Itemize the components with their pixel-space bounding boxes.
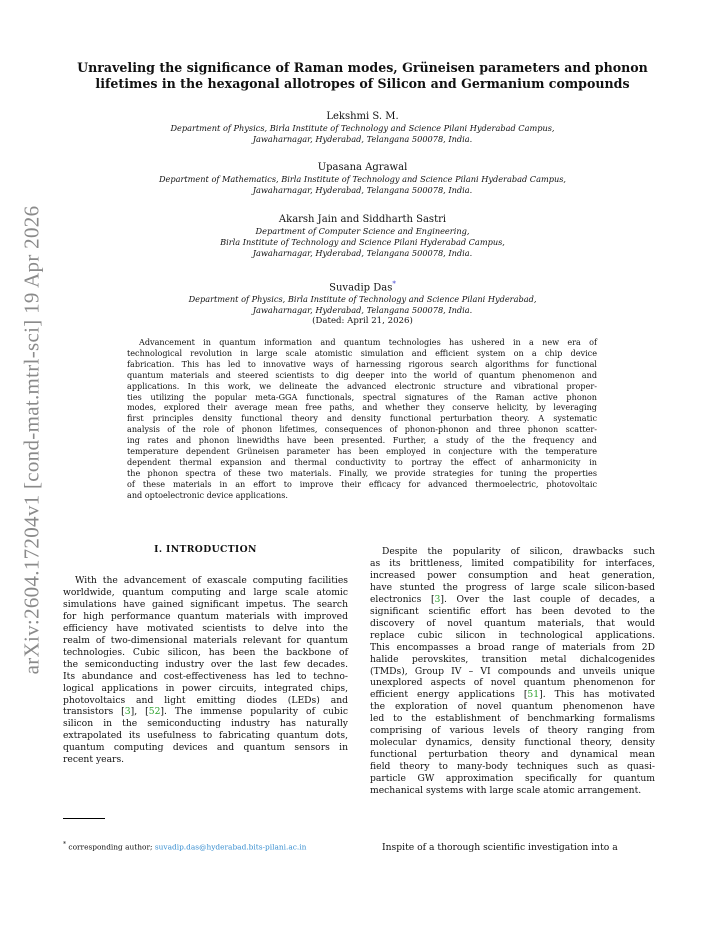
text-line: worldwide, quantum computing and large scale atomic (63, 586, 348, 598)
text-line: quantum materials and steered scientists to dig deeper into the world of quantum phenomenon and (127, 369, 597, 380)
corresponding-author-marker[interactable]: * (392, 280, 396, 288)
citation-link[interactable]: 52 (148, 706, 161, 718)
author-name: Akarsh Jain and Siddharth Sastri (278, 214, 447, 225)
citation-link[interactable]: 51 (527, 689, 540, 701)
text-line: With the advancement of exascale computing facilities (75, 575, 348, 586)
affiliation-line: Jawaharnagar, Hyderabad, Telangana 500078, India. (252, 185, 473, 195)
paper-title (70, 60, 655, 92)
text-line: unexplored aspects of novel quantum phenomenon for (370, 677, 655, 689)
section-heading-introduction: I. INTRODUCTION (154, 544, 257, 555)
text-line: mechanical systems with large scale atomic arrangement. (370, 785, 642, 797)
footnote-rule (63, 818, 105, 819)
text-line: as its brittleness, limited compatibility for interfaces, (370, 557, 655, 569)
affiliation-line: Department of Computer Science and Engineering, (255, 226, 470, 236)
author-name-text: Suvadip Das (329, 282, 393, 294)
text-line: Its abundance and cost-effectiveness has led to techno- (63, 670, 348, 682)
text-line: ties utilizing the popular meta-GGA functionals, spectral signatures of the Raman active phonon (127, 391, 597, 402)
text-line: efficient energy applications [51]. This has motivated (370, 689, 655, 701)
text-line: discovery of novel quantum materials, that would (370, 617, 655, 629)
text-line: technologies. Cubic silicon, has been the backbone of (63, 646, 348, 658)
text-line: ing rates and phonon linewidths have been presented. Further, a study of the the frequency and (127, 435, 597, 446)
text-line: have stunted the progress of large scale silicon-based (370, 581, 655, 593)
text-line: first principles density functional theory and density functional perturbation theory. A systematic (127, 413, 597, 424)
text-line: functional perturbation theory and dynamical mean (370, 749, 655, 761)
text-line: led to the establishment of benchmarking formalisms (370, 713, 655, 725)
text-line: This encompasses a broad range of materials from 2D (370, 641, 655, 653)
author-block-1 (90, 110, 635, 145)
author-block-4 (90, 278, 635, 327)
footnote-text: corresponding author; (66, 842, 155, 852)
affiliation-line: Jawaharnagar, Hyderabad, Telangana 500078, India. (252, 134, 473, 144)
text-line: for high performance quantum materials with improved (63, 610, 348, 622)
introduction-right-paragraph-2 (370, 842, 655, 854)
text-line: realm of two-dimensional materials relevant for quantum (63, 634, 348, 646)
arxiv-identifier-stamp (10, 200, 54, 680)
author-name: Upasana Agrawal (317, 162, 408, 173)
author-email-link[interactable]: suvadip.das@hyderabad.bits-pilani.ac.in (154, 842, 307, 852)
text-line: replace cubic silicon in technological applications. (370, 629, 655, 641)
affiliation-line: Department of Physics, Birla Institute of Technology and Science Pilani Hyderabad, (188, 294, 537, 305)
text-line: photovoltaics and light emitting diodes (LEDs) and (63, 694, 348, 706)
text-line: the phonon spectra of these two materials. Finally, we provide strategies for tuning the properties (127, 467, 597, 478)
text-line: silicon in the semiconducting industry has naturally (63, 718, 348, 730)
text-line: (TMDs), Group IV – VI compounds and unveils unique (370, 665, 655, 677)
text-line: logical applications in power circuits, integrated chips, (63, 682, 348, 694)
affiliation-line: Department of Physics, Birla Institute of Technology and Science Pilani Hyderabad Campus, (170, 123, 555, 133)
affiliation-line: Birla Institute of Technology and Science Pilani Hyderabad Campus, (220, 237, 505, 247)
title-line-2: lifetimes in the hexagonal allotropes of Silicon and Germanium compounds (95, 76, 630, 91)
date-line: (Dated: April 21, 2026) (312, 316, 413, 327)
text-line: of these materials in an effort to improve their efficacy for advanced thermoelectric, photovoltaic (127, 478, 597, 489)
text-line: recent years. (63, 754, 125, 766)
footnote-marker: * (63, 841, 67, 848)
abstract (127, 337, 597, 501)
citation-link[interactable]: 3 (434, 593, 441, 605)
text-line: increased power consumption and heat generation, (370, 569, 655, 581)
arxiv-identifier-text: arXiv:2604.17204v1 [cond-mat.mtrl-sci] 19 Apr 2026 (19, 205, 44, 675)
text-line: efficiency have motivated scientists to delve into the (63, 622, 348, 634)
text-line: technological revolution in large scale atomistic simulation and efficient system on a chip device (127, 347, 597, 358)
affiliation-line: Department of Mathematics, Birla Institute of Technology and Science Pilani Hyderabad Campus, (158, 174, 567, 184)
text-line: particle GW approximation specifically for quantum (370, 773, 655, 785)
text-line: molecular dynamics, density functional theory, density (370, 737, 655, 749)
text-line: field theory to many-body techniques such as quasi- (370, 761, 655, 773)
text-line: transistors [3], [52]. The immense popularity of cubic (63, 706, 348, 718)
text-line: halide perovskites, transition metal dichalcogenides (370, 653, 655, 665)
text-line: Inspite of a thorough scientific investigation into a (382, 842, 618, 853)
text-line: modes, explored their average mean free paths, and whether they conserve helicity, by leveraging (127, 402, 597, 413)
text-line: dependent thermal expansion and thermal conductivity to portray the effect of anharmonicity in (127, 456, 597, 467)
title-line-1: Unraveling the significance of Raman modes, Grüneisen parameters and phonon (77, 60, 648, 75)
author-block-2 (90, 161, 635, 196)
text-line: comprising of various levels of theory ranging from (370, 725, 655, 737)
text-line: electronics [3]. Over the last couple of decades, a (370, 593, 655, 605)
text-line: significant scientific effort has been devoted to the (370, 605, 655, 617)
text-line: the semiconducting industry over the last few decades. (63, 658, 348, 670)
author-name (90, 278, 635, 294)
text-line: fabrication. This has led to innovative ways of harnessing rigorous search algorithms for functional (127, 358, 597, 369)
text-line: Despite the popularity of silicon, drawbacks such (382, 546, 655, 557)
text-line: simulations have gained significant impetus. The search (63, 598, 348, 610)
footnote (63, 840, 363, 851)
author-block-3 (90, 213, 635, 259)
text-line: temperature dependent Grüneisen parameter has been employed in conjecture with the temperature (127, 446, 597, 457)
affiliation-line: Jawaharnagar, Hyderabad, Telangana 500078, India. (252, 305, 473, 316)
text-line: extrapolated its usefulness to fabricating quantum dots, (63, 730, 348, 742)
citation-link[interactable]: 3 (124, 706, 131, 718)
text-line: and optoelectronic device applications. (127, 489, 288, 500)
text-line: quantum computing devices and quantum sensors in (63, 742, 348, 754)
introduction-left-column (63, 575, 348, 766)
text-line: the exploration of novel quantum phenomenon have (370, 701, 655, 713)
text-line: applications. In this work, we delineate the advanced electronic structure and vibrational proper- (127, 380, 597, 391)
introduction-right-column (370, 546, 655, 797)
text-line: analysis of the role of phonon lifetimes, consequences of phonon-phonon and three phonon scatter- (127, 424, 597, 435)
text-line: Advancement in quantum information and quantum technologies has ushered in a new era of (139, 337, 597, 347)
affiliation-line: Jawaharnagar, Hyderabad, Telangana 500078, India. (252, 248, 473, 258)
author-name: Lekshmi S. M. (326, 111, 399, 122)
